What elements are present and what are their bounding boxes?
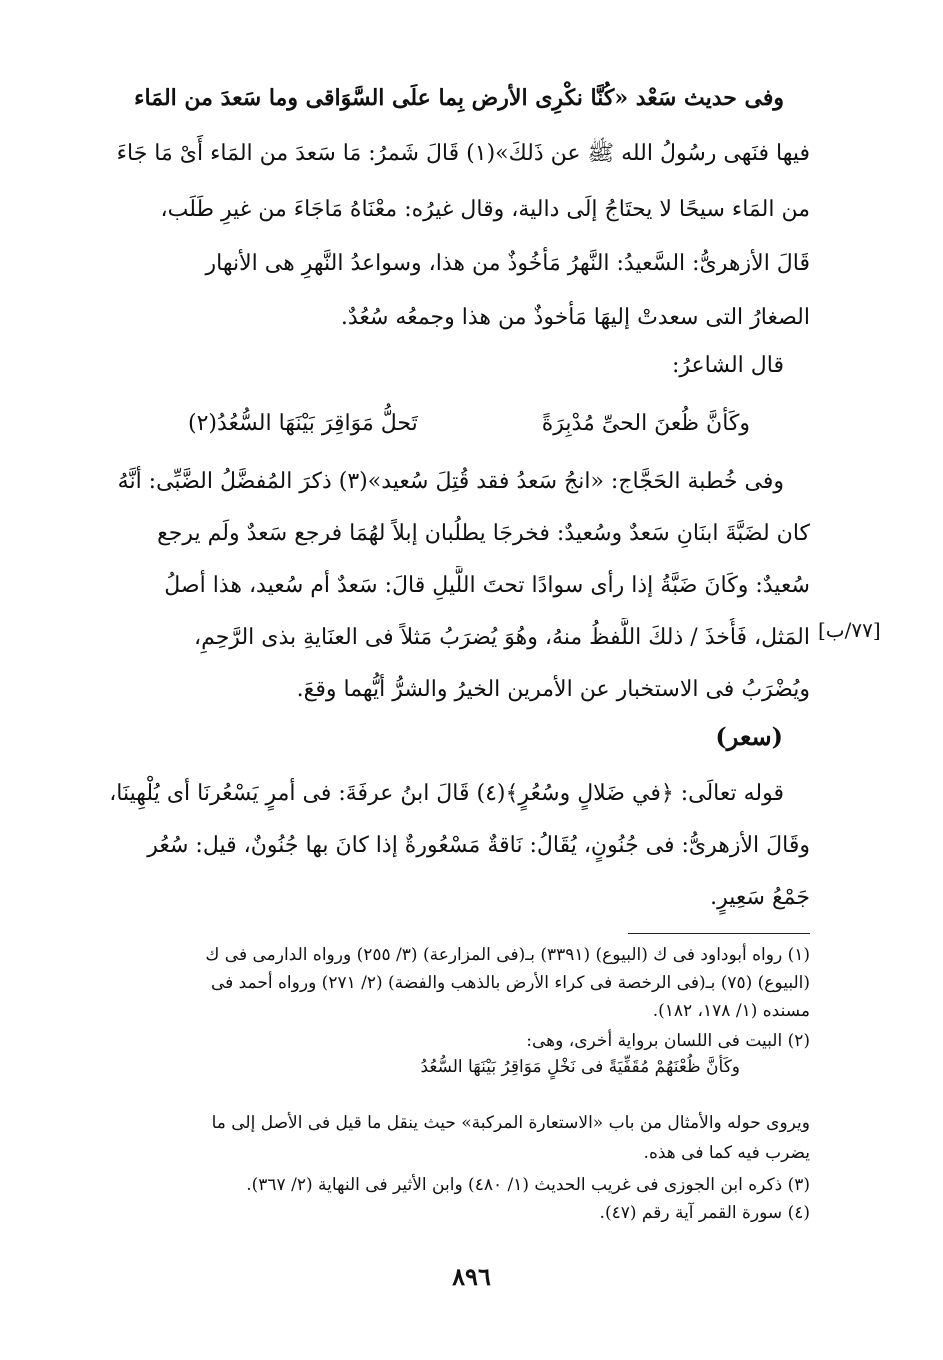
footnote-2-verse: وكَأنَّ ظُعْنَهُمْ مُقَفِّيَةً فى نَخْلٍ مَوَاقِرُ بَيْنَهَا السُّعُدُ xyxy=(420,1057,740,1077)
verse-block xyxy=(88,404,810,444)
text-line: قوله تعالَى: ﴿في ضَلالٍ وسُعُرٍ﴾(٤) قَالَ ابنُ عرفَةَ: فى أمرٍ يَسْعُرنَا أى يُلْهِينَا، xyxy=(109,781,784,806)
manuscript-folio-reference: [٧٧/ب] xyxy=(818,618,881,642)
footnote-1-line: (١) رواه أبوداود فى ك (البيوع) (٣٣٩١) بـ(فى المزارعة) (٣/ ٢٥٥) ورواه الدارمى فى ك xyxy=(205,945,810,965)
poet-intro-block xyxy=(88,346,810,386)
footnote-3: (٣) ذكره ابن الجوزى فى غريب الحديث (١/ ٤٨٠) وابن الأثير فى النهاية (٢/ ٣٦٧). xyxy=(246,1175,810,1195)
verse-first-hemistich: وكَأنَّ ظُعنَ الحىِّ مُدْبِرَةً xyxy=(541,411,750,436)
page-number: ٨٩٦ xyxy=(452,1262,491,1291)
text-line: وقَالَ الأزهرىُّ: فى جُنُونٍ، يُقَالُ: نَاقةٌ مَسْعُورةٌ إذا كانَ بها جُنُونٌ، قيل: سُعُر xyxy=(147,833,810,858)
text-line: قَالَ الأزهرىُّ: السَّعيدُ: النَّهرُ مَأخُوذٌ من هذا، وسواعدُ النَّهرِ هى الأنهار xyxy=(205,251,810,276)
footnote-2-line: يضرب فيه كما فى هذه. xyxy=(643,1143,810,1163)
text-line: ويُضْرَبُ فى الاستخبار عن الأمرين الخيرُ والشرُّ أيُّهما وقعَ. xyxy=(296,677,810,702)
text-line: سُعيدٌ: وكَانَ ضَبَّةُ إذا رأى سوادًا تحتَ اللَّيلِ قالَ: سَعدٌ أم سُعيد، هذا أصلُ xyxy=(164,573,810,598)
footnote-1-line: (البيوع) (٧٥) بـ(فى الرخصة فى كراء الأرض بالذهب والفضة) (٢/ ٢٧١) ورواه أحمد فى xyxy=(210,973,810,993)
text-line: فيها فنَهى رسُولُ الله ﷺ عن ذَلكَ»(١) قَالَ شَمرُ: مَا سَعدَ من المَاء أَىْ مَا جَاءَ xyxy=(116,141,810,166)
verse-line xyxy=(88,404,810,444)
main-text-block-2 xyxy=(88,462,810,722)
main-text-block xyxy=(88,78,810,348)
text-line: وفى حديث سَعْد «كُنَّا نكْرِى الأرض بِما علَى السَّوَاقى وما سَعدَ من المَاء xyxy=(134,85,784,111)
poet-intro: قال الشاعرُ: xyxy=(671,353,784,378)
text-line: كان لضَبَّةَ ابنَانِ سَعدٌ وسُعيدٌ: فخرجَا يطلُبان إبلاً لهُمَا فرجع سَعدٌ ولَم يرجع xyxy=(157,521,810,546)
main-text-block-3 xyxy=(88,774,810,924)
text-line: جَمْعُ سَعِيرٍ. xyxy=(710,885,810,910)
footnote-separator xyxy=(628,933,810,934)
text-line: الصغارُ التى سعدتْ إليهَا مَأخوذٌ من هذا وجمعُه سُعُدٌ. xyxy=(340,305,810,330)
footnote-2-intro: (٢) البيت فى اللسان برواية أخرى، وهى: xyxy=(526,1031,810,1051)
footnote-4: (٤) سورة القمر آية رقم (٤٧). xyxy=(599,1203,810,1223)
footnote-1-line: مسنده (١/ ١٧٨، ١٨٢). xyxy=(652,1001,810,1021)
text-line: وفى خُطبة الحَجَّاج: «انجُ سَعدُ فقد قُتِلَ سُعيد»(٣) ذكرَ المُفضَّلُ الضَّبِّى: أنَّهُ xyxy=(117,469,784,494)
footnote-2-line: ويروى حوله والأمثال من باب «الاستعارة المركبة» حيث ينقل ما قيل فى الأصل إلى ما xyxy=(211,1113,810,1133)
verse-second-hemistich: تَحلُّ مَوَاقِرَ بَيْنَهَا السُّعُدُ(٢) xyxy=(188,411,418,436)
section-heading: (سعر) xyxy=(715,722,783,751)
text-line: من المَاء سيحًا لا يحتَاجُ إلَى دالية، وقال غيرُه: معْنَاهُ مَاجَاءَ من غيرِ طَلَب، xyxy=(160,197,810,222)
text-line: المَثل، فَأُخذَ / ذلكَ اللَّفظُ منهُ، وهُوَ يُضرَبُ مَثلاً فى العنَايةِ بذى الرَّحِمِ، xyxy=(193,625,810,650)
